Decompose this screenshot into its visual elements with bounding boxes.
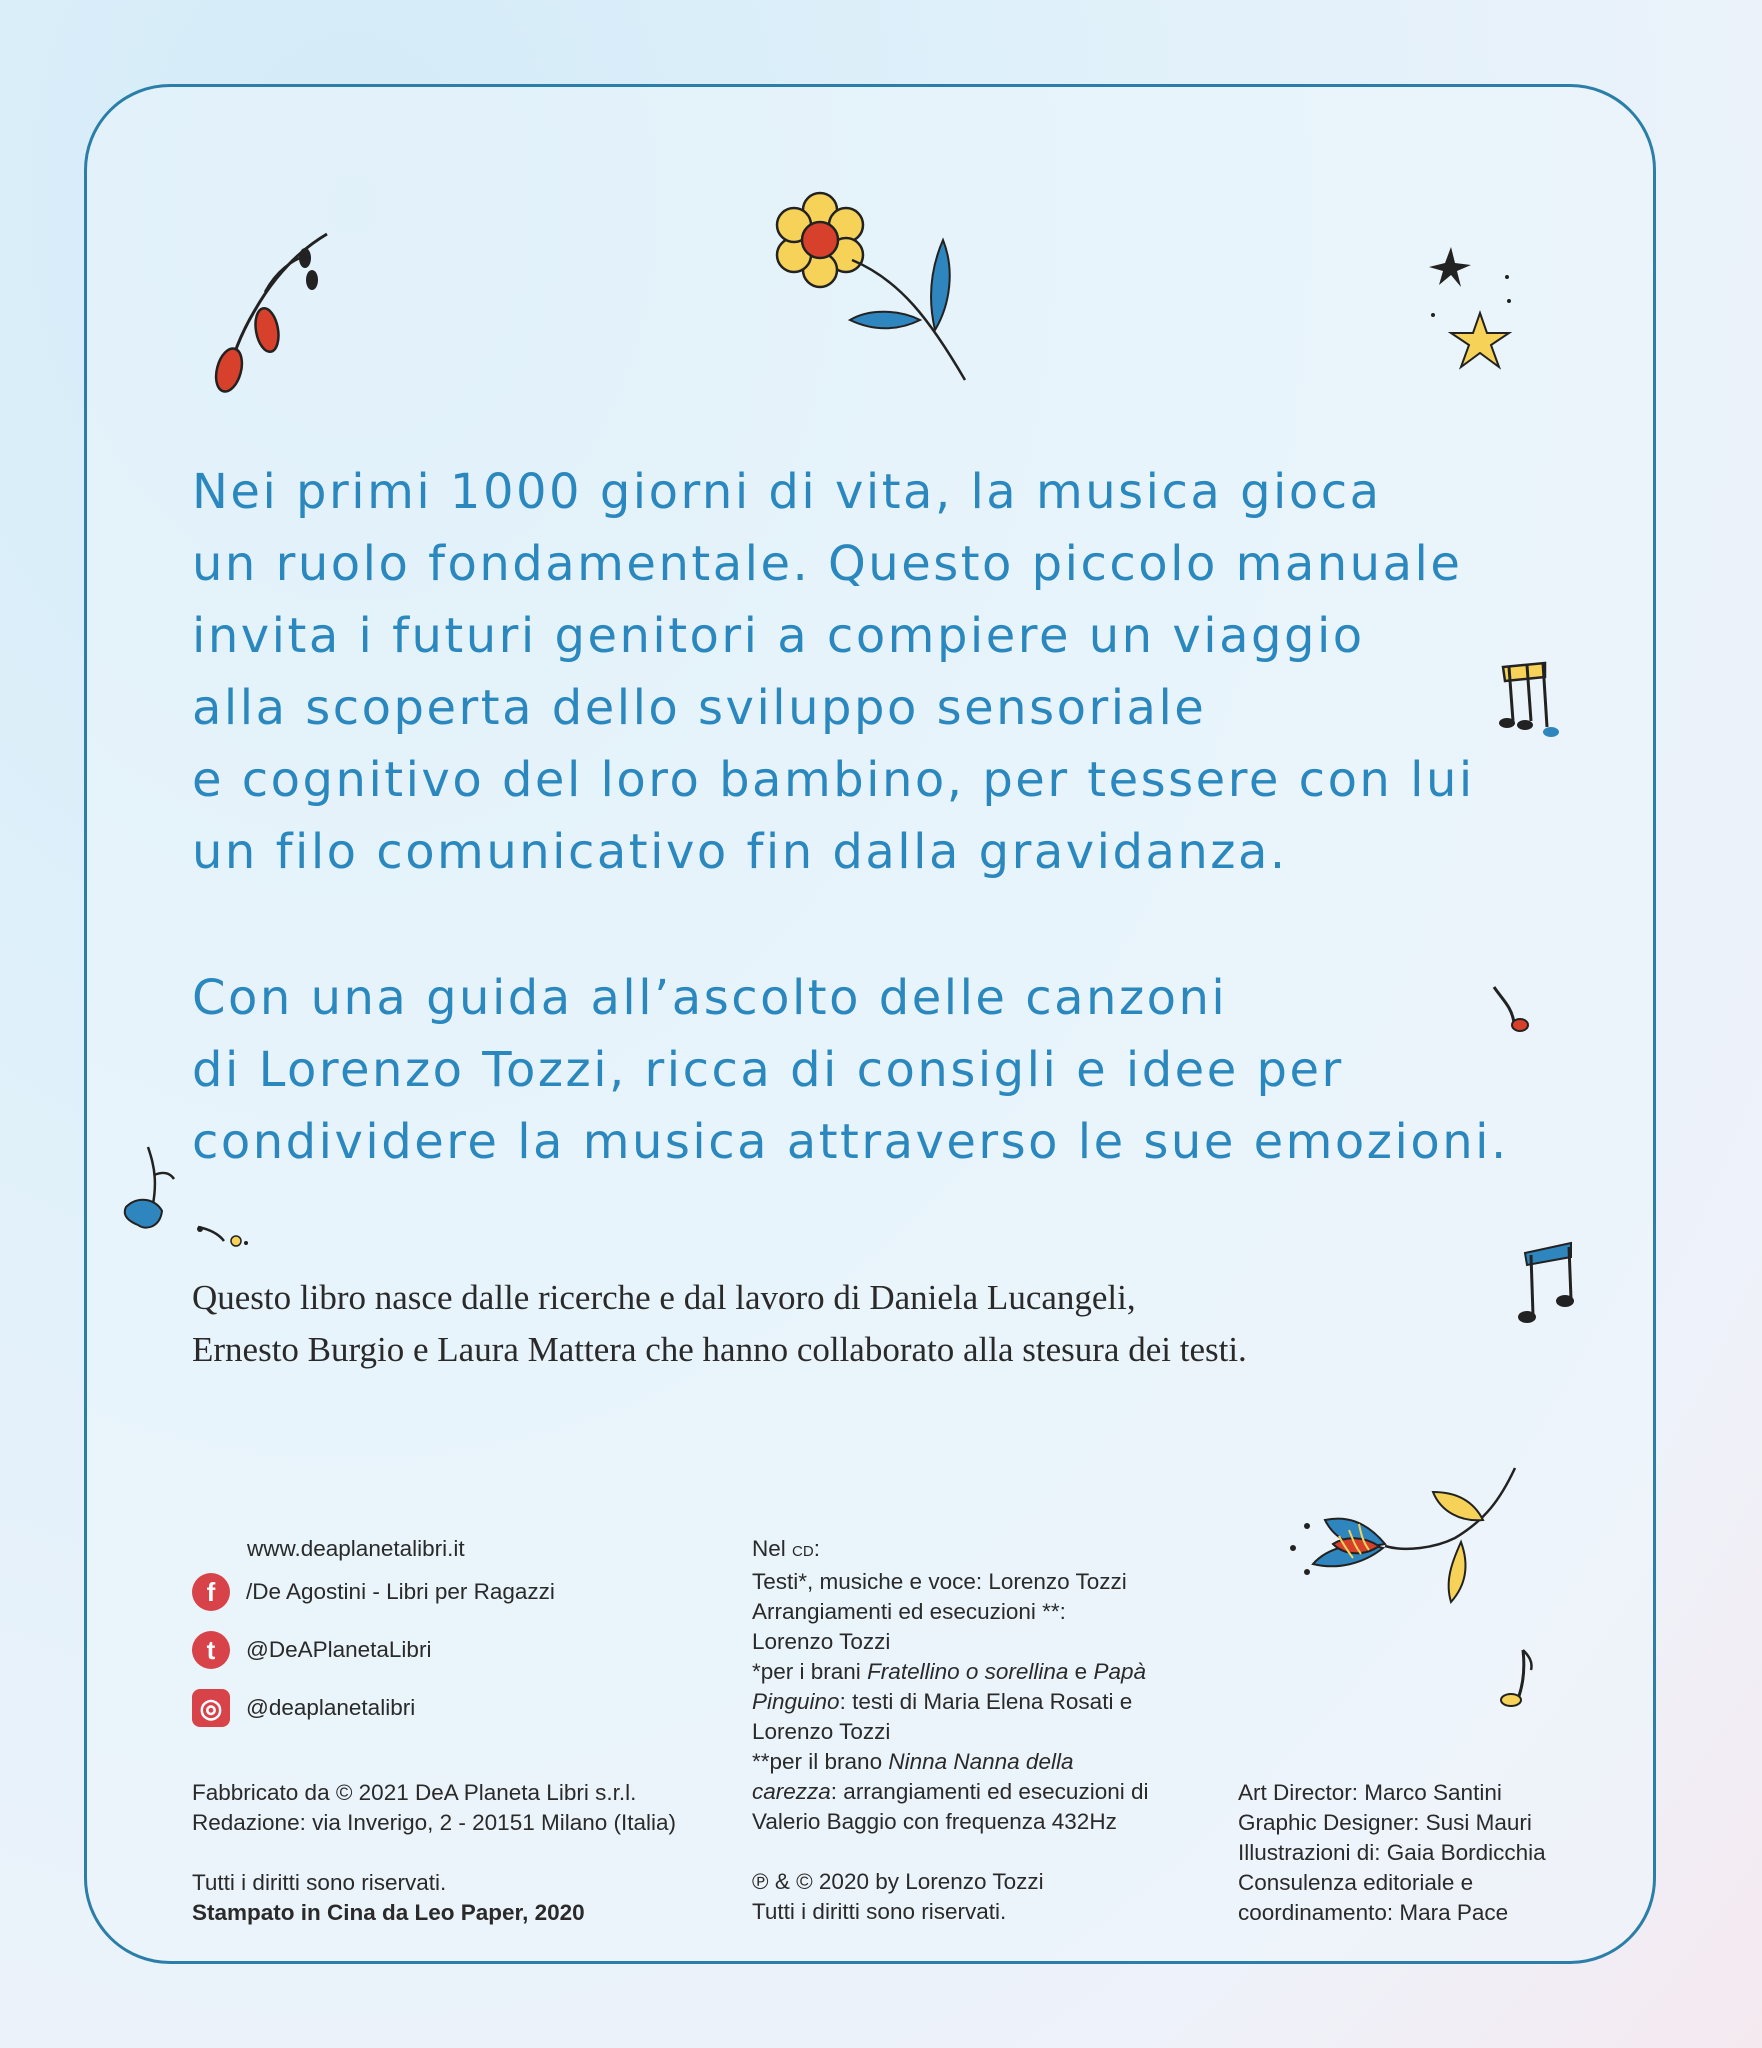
twitter-row[interactable] <box>192 1630 431 1670</box>
intro-line: invita i futuri genitori a compiere un viaggio <box>192 608 1365 664</box>
cd-info: Nel CD: Testi*, musiche e voce: Lorenzo Tozzi Arrangiamenti ed esecuzioni **: Lorenzo Tozzi *per i brani Fratellino o sorellina e Papà Pinguino: testi di Maria Elena Rosati e Lorenzo Tozzi **per il brano Ninna Nanna della carezza: arrangiamenti ed esecuzioni di Valerio Baggio con frequenza 432Hz ℗ & © 2020 by Lorenzo Tozzi Tutti i diritti sono riservati. <box>752 1536 1149 1924</box>
facebook-handle[interactable]: /De Agostini - Libri per Ragazzi <box>246 1579 555 1604</box>
credits-line: Questo libro nasce dalle ricerche e dal lavoro di Daniela Lucangeli, <box>192 1278 1136 1317</box>
guide-line: condividere la musica attraverso le sue emozioni. <box>192 1114 1509 1170</box>
facebook-row[interactable] <box>192 1572 555 1612</box>
yellow-note-icon <box>1495 1648 1540 1710</box>
instagram-icon[interactable]: ◎ <box>192 1689 230 1727</box>
intro-line: un ruolo fondamentale. Questo piccolo manuale <box>192 536 1463 592</box>
website[interactable]: www.deaplanetalibri.it <box>247 1536 465 1561</box>
yellow-flower-icon <box>760 190 980 390</box>
printed-info: Stampato in Cina da Leo Paper, 2020 <box>192 1900 585 1925</box>
instagram-handle[interactable]: @deaplanetalibri <box>246 1695 416 1720</box>
guide-line: Con una guida all’ascolto delle canzoni <box>192 970 1228 1026</box>
blue-tulip-flower-icon <box>1285 1460 1530 1610</box>
music-note-pair-icon <box>1515 1235 1585 1330</box>
guide-paragraph <box>192 962 1509 1178</box>
credits-paragraph <box>192 1272 1247 1376</box>
publisher-info: Fabbricato da © 2021 DeA Planeta Libri s.r.l. Redazione: via Inverigo, 2 - 20151 Milano (Italia) Tutti i diritti sono riservati. Stampato in Cina da Leo Paper, 2020 <box>192 1780 677 1925</box>
music-notes-icon <box>1495 655 1565 745</box>
intro-line: e cognitivo del loro bambino, per tessere con lui <box>192 752 1475 808</box>
staff-credits: Art Director: Marco Santini Graphic Designer: Susi Mauri Illustrazioni di: Gaia Bordicchia Consulenza editoriale e coordinamento: Mara Pace <box>1238 1780 1546 1925</box>
intro-line: Nei primi 1000 giorni di vita, la musica gioca <box>192 464 1382 520</box>
facebook-icon[interactable]: f <box>192 1573 230 1611</box>
intro-paragraph <box>192 456 1475 888</box>
guide-line: di Lorenzo Tozzi, ricca di consigli e idee per <box>192 1042 1344 1098</box>
credits-line: Ernesto Burgio e Laura Mattera che hanno collaborato alla stesura dei testi. <box>192 1330 1247 1369</box>
twitter-icon[interactable]: t <box>192 1631 230 1669</box>
red-berries-branch-icon <box>205 230 335 405</box>
twitter-handle[interactable]: @DeAPlanetaLibri <box>246 1637 432 1662</box>
instagram-row[interactable] <box>192 1688 415 1728</box>
stars-icon <box>1425 245 1515 375</box>
intro-line: un filo comunicativo fin dalla gravidanza. <box>192 824 1288 880</box>
intro-line: alla scoperta dello sviluppo sensoriale <box>192 680 1207 736</box>
